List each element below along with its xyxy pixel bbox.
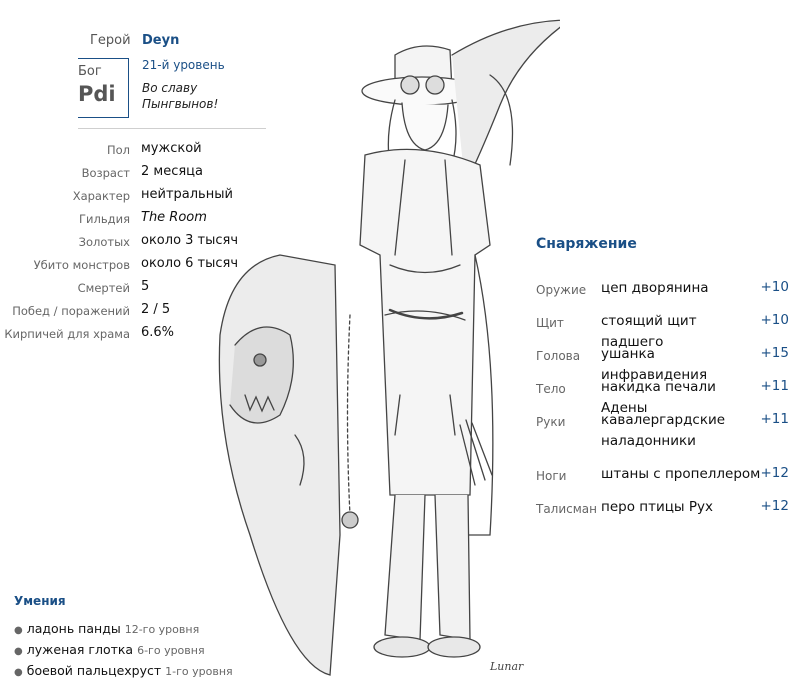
header-divider (78, 128, 266, 129)
stat-row-gold (0, 232, 270, 255)
equipment-item: цеп дворянина (601, 280, 709, 296)
stat-value-guild-link[interactable]: The Room (141, 210, 207, 225)
skill-name: ладонь панды (26, 621, 121, 636)
stat-value: около 3 тысяч (141, 233, 239, 248)
equipment-slot: Тело (536, 382, 566, 396)
equipment-item: перо птицы Рух (601, 499, 713, 515)
equipment-row-talisman (536, 497, 796, 530)
skill-item (14, 621, 233, 642)
equipment-item: стоящий щит падшего (601, 313, 697, 350)
skill-name: луженая глотка (26, 642, 134, 657)
hero-motto: Во славу Пынгвынов! (142, 81, 219, 111)
god-name[interactable]: Pdi (78, 82, 116, 106)
equipment-slot: Руки (536, 415, 566, 429)
hero-label: Герой (90, 33, 131, 48)
stat-label: Характер (72, 189, 130, 203)
equipment-row-head (536, 344, 796, 383)
skill-level: 6-го уровня (137, 644, 205, 657)
stat-row-wins-losses (0, 301, 270, 324)
stat-value: 6.6% (141, 325, 175, 340)
stat-label: Кирпичей для храма (4, 327, 130, 341)
equipment-row-legs (536, 464, 796, 497)
hero-name-link[interactable]: Deyn (142, 33, 180, 48)
god-label: Бог (78, 64, 102, 79)
equipment-item: накидка печали Адены (601, 379, 716, 416)
stat-row-character (0, 186, 270, 209)
bullet-icon: ● (14, 625, 23, 636)
equipment-slot: Голова (536, 349, 581, 363)
equipment-item: кавалергардские наладонники (601, 412, 726, 449)
stat-row-temple-bricks (0, 324, 270, 347)
skills-list (14, 621, 233, 684)
stat-value: мужской (141, 141, 202, 156)
equipment-bonus: +15 (760, 345, 789, 361)
stat-row-gender (0, 140, 270, 163)
stat-row-monsters (0, 255, 270, 278)
stat-value: около 6 тысяч (141, 256, 239, 271)
hero-level: 21-й уровень (142, 58, 225, 72)
equipment-bonus: +11 (760, 411, 789, 427)
skill-level: 12-го уровня (124, 623, 200, 636)
stat-label: Возраст (81, 166, 130, 180)
equipment-item: штаны с пропеллером (601, 466, 761, 482)
bullet-icon: ● (14, 667, 23, 678)
stat-label: Побед / поражений (12, 304, 130, 318)
equipment-bonus: +12 (760, 498, 789, 514)
equipment-row-shield (536, 311, 796, 350)
stat-label: Золотых (78, 235, 130, 249)
stat-value: нейтральный (141, 187, 233, 202)
equipment-slot: Ноги (536, 469, 567, 483)
equipment-bonus: +11 (760, 378, 789, 394)
stat-row-age (0, 163, 270, 186)
skills-title: Умения (14, 594, 66, 608)
stat-label: Смертей (77, 281, 130, 295)
equipment-list (536, 278, 796, 530)
equipment-bonus: +12 (760, 465, 789, 481)
stat-label: Пол (106, 143, 130, 157)
equipment-row-weapon (536, 278, 796, 311)
equipment-row-body (536, 377, 796, 416)
skill-item (14, 642, 233, 663)
equipment-title: Снаряжение (536, 236, 637, 252)
skill-item (14, 663, 233, 684)
stat-row-deaths (0, 278, 270, 301)
stat-label: Убито монстров (33, 258, 130, 272)
stat-label: Гильдия (79, 212, 130, 226)
equipment-row-arms (536, 410, 796, 464)
equipment-slot: Щит (536, 316, 564, 330)
equipment-slot: Оружие (536, 283, 587, 297)
skill-name: боевой пальцехруст (26, 663, 162, 678)
hero-stats (0, 140, 270, 347)
equipment-item: ушанка инфравидения (601, 346, 708, 383)
equipment-bonus: +10 (760, 279, 789, 295)
equipment-bonus: +10 (760, 312, 789, 328)
equipment-slot: Талисман (536, 502, 598, 516)
hero-illustration (190, 15, 560, 695)
stat-value: 2 / 5 (141, 302, 171, 317)
stat-value: 5 (141, 279, 150, 294)
stat-value: 2 месяца (141, 164, 203, 179)
skill-level: 1-го уровня (165, 665, 233, 678)
artist-signature: Lunar (490, 660, 524, 673)
bullet-icon: ● (14, 646, 23, 657)
stat-row-guild (0, 209, 270, 232)
